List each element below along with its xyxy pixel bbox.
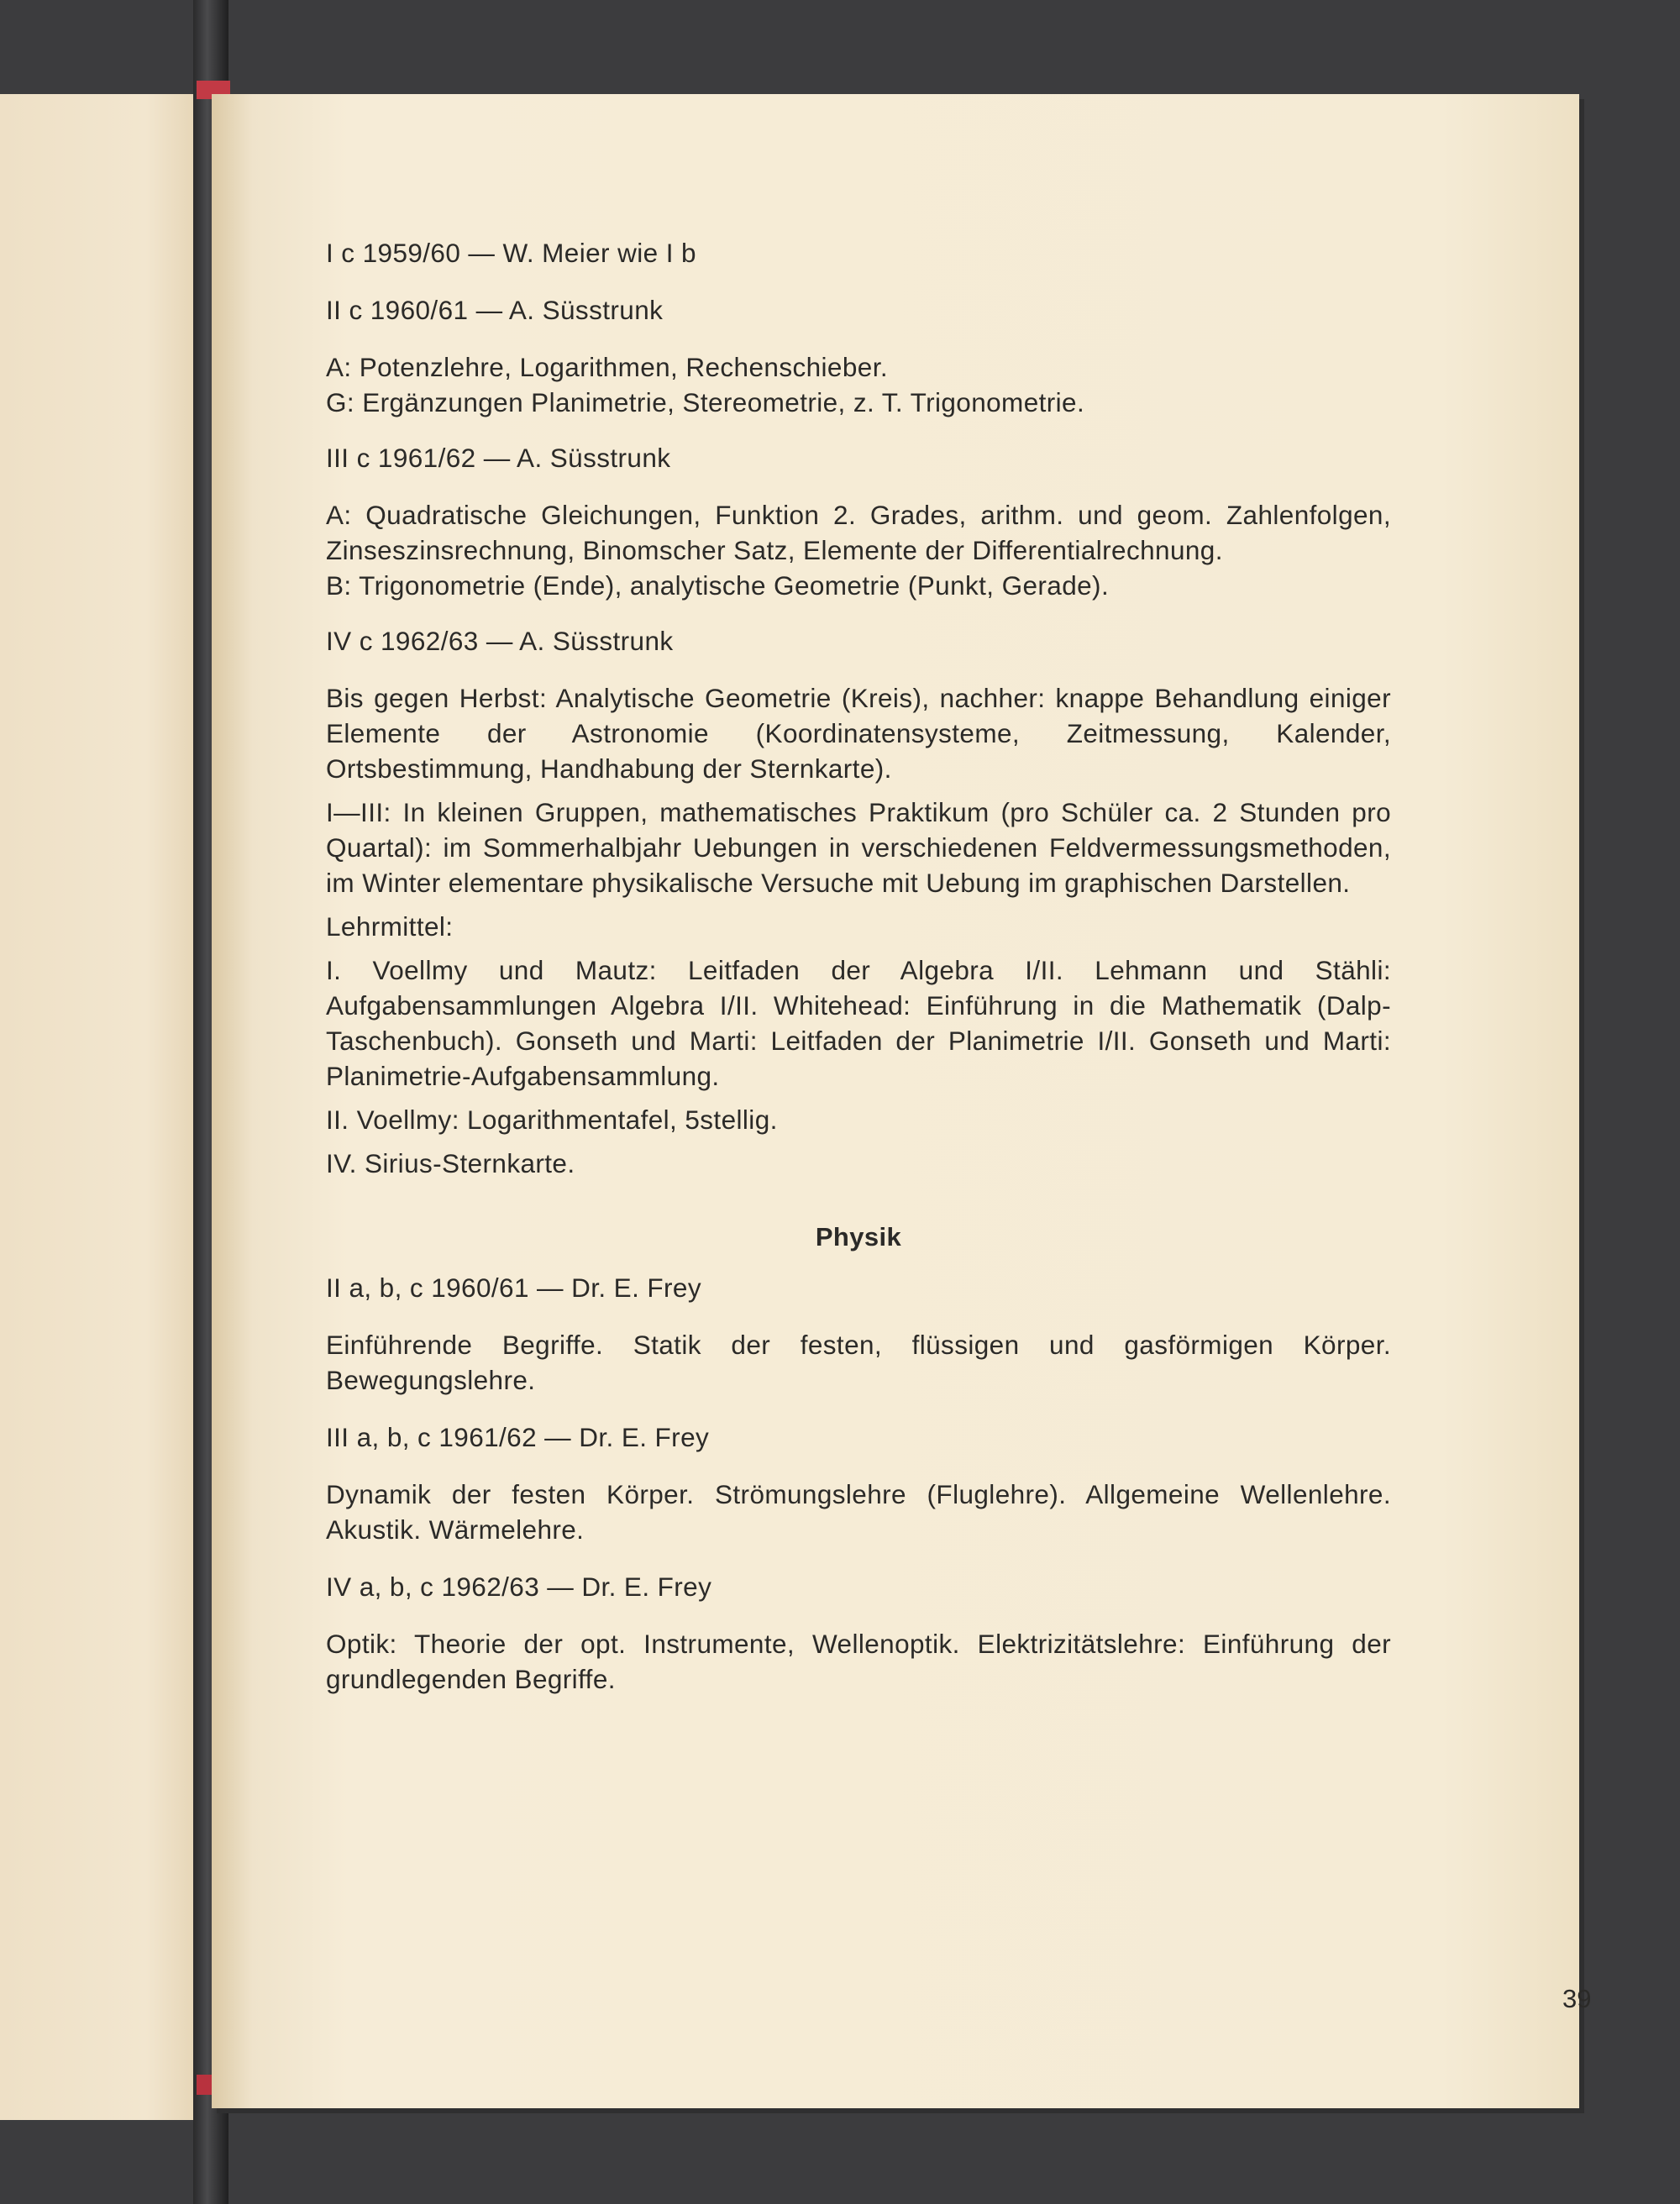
paragraph: B: Trigonometrie (Ende), analytische Geometrie (Punkt, Gerade). [326, 570, 1110, 601]
left-page [0, 94, 208, 2120]
class-heading: IV c 1962/63 — A. Süsstrunk [326, 626, 674, 656]
paragraph: Dynamik der festen Körper. Strömungslehre (Fluglehre). Allgemeine Wellenlehre. Akustik. Wärmelehre. [326, 1479, 1391, 1545]
paragraph: G: Ergänzungen Planimetrie, Stereometrie, z. T. Trigonometrie. [326, 387, 1085, 417]
paragraph: Optik: Theorie der opt. Instrumente, Wellenoptik. Elektrizitätslehre: Einführung der grundlegenden Begriffe. [326, 1629, 1391, 1694]
paragraph: Bis gegen Herbst: Analytische Geometrie (Kreis), nachher: knappe Behandlung einiger Elemente der Astronomie (Koordinatensysteme, Zeitmessung, Kalender, Ortsbestimmung, Handhabung der Sternkarte). [326, 683, 1391, 784]
class-heading: III a, b, c 1961/62 — Dr. E. Frey [326, 1422, 710, 1452]
right-page [212, 94, 1592, 2108]
class-heading: I c 1959/60 — W. Meier wie I b [326, 238, 696, 268]
paragraph: II. Voellmy: Logarithmentafel, 5stellig. [326, 1105, 778, 1135]
class-heading: IV a, b, c 1962/63 — Dr. E. Frey [326, 1572, 712, 1602]
page-number: 39 [1562, 1984, 1592, 2013]
paragraph: IV. Sirius-Sternkarte. [326, 1148, 575, 1178]
paragraph: I. Voellmy und Mautz: Leitfaden der Algebra I/II. Lehmann und Stähli: Aufgabensammlungen Algebra I/II. Whitehead: Einführung in die Mathematik (Dalp-Taschenbuch). Gonseth und Marti: Leitfaden der Planimetrie I/II. Gonseth und Marti: Planimetrie-Aufgabensammlung. [326, 955, 1391, 1091]
paragraph: Einführende Begriffe. Statik der festen, flüssigen und gasförmigen Körper. Bewegungslehre. [326, 1330, 1391, 1395]
paragraph: I—III: In kleinen Gruppen, mathematisches Praktikum (pro Schüler ca. 2 Stunden pro Quartal): im Sommerhalbjahr Uebungen in verschiedenen Feldvermessungsmethoden, im Winter elementare physikalische Versuche mit Uebung im graphischen Darstellen. [326, 797, 1391, 898]
class-heading: III c 1961/62 — A. Süsstrunk [326, 443, 671, 473]
paragraph: A: Quadratische Gleichungen, Funktion 2. Grades, arithm. und geom. Zahlenfolgen, Zinseszinsrechnung, Binomscher Satz, Elemente der Differentialrechnung. [326, 500, 1391, 565]
class-heading: II c 1960/61 — A. Süsstrunk [326, 295, 664, 325]
class-heading: II a, b, c 1960/61 — Dr. E. Frey [326, 1273, 701, 1303]
section-title: Physik [815, 1222, 902, 1252]
lehrmittel-label: Lehrmittel: [326, 911, 454, 942]
page-content [326, 235, 1391, 1705]
paragraph: A: Potenzlehre, Logarithmen, Rechenschieber. [326, 352, 888, 382]
